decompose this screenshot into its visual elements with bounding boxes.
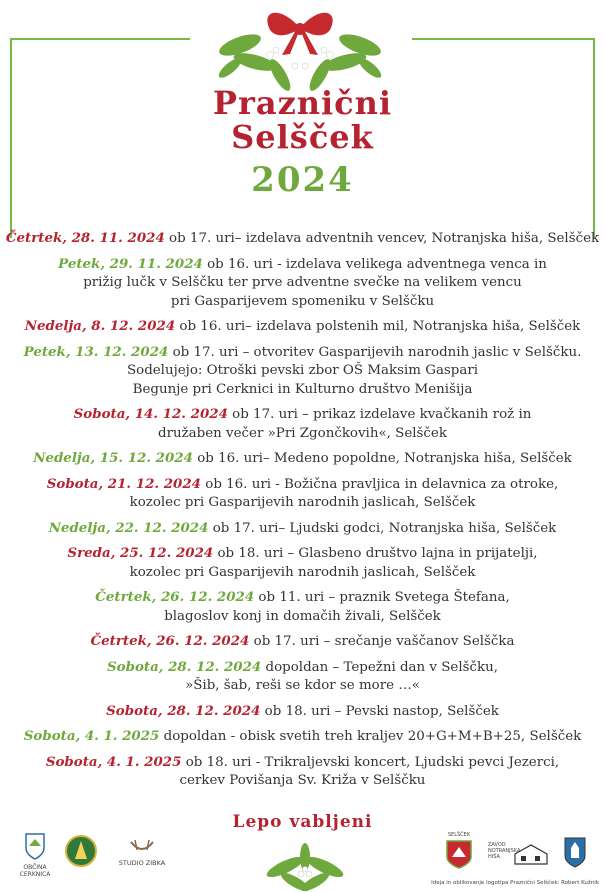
year-heading: 2024 <box>251 160 354 200</box>
zavod-notranjska-hisa-logo <box>488 842 554 870</box>
round-emblem-logo <box>64 835 98 871</box>
event-item <box>0 632 605 652</box>
event-date: Sobota, 28. 12. 2024 <box>106 702 261 719</box>
mistletoe-sprig-icon <box>255 842 355 893</box>
event-description: ob 18. uri – Pevski nastop, Selšček <box>260 703 499 719</box>
event-description: ob 17. uri – srečanje vaščanov Selščka <box>249 634 515 649</box>
event-line <box>0 475 605 495</box>
title-line1: Praznični <box>212 84 393 122</box>
event-date: Sreda, 25. 12. 2024 <box>67 545 214 561</box>
event-description: družaben večer »Pri Zgončkovih«, Selšček <box>158 425 447 441</box>
event-date: Četrtek, 26. 12. 2024 <box>95 589 255 605</box>
studio-caption: STUDIO ZIBKA <box>118 859 166 867</box>
event-line <box>0 362 605 381</box>
event-description: ob 18. uri – Glasbeno društvo lajna in prijatelji, <box>213 546 538 561</box>
event-description: pri Gasparijevem spomeniku v Selščku <box>170 293 435 309</box>
event-date: Sobota, 4. 1. 2025 <box>45 753 182 770</box>
title-line2: Selšček <box>231 118 374 156</box>
event-list <box>0 229 605 797</box>
event-item <box>0 475 605 513</box>
event-line <box>0 727 605 747</box>
event-date: Sobota, 21. 12. 2024 <box>46 475 201 492</box>
event-item <box>0 405 605 443</box>
event-description: ob 16. uri– Medeno popoldne, Notranjska hiša, Selšček <box>192 451 572 466</box>
event-item <box>0 229 605 249</box>
event-line <box>0 381 605 400</box>
event-item <box>0 449 605 469</box>
selscek-caption: SELŠČEK <box>447 832 471 838</box>
event-item <box>0 317 605 337</box>
event-description: ob 11. uri – praznik Svetega Štefana, <box>254 590 510 605</box>
event-date: Petek, 29. 11. 2024 <box>58 255 203 272</box>
event-line <box>0 494 605 513</box>
credit-line: Ideja in oblikovanje logotipa Praznični Selšček: Robert Kužnik <box>431 880 599 886</box>
event-line <box>0 564 605 583</box>
event-item <box>0 753 605 791</box>
frame-top-right <box>412 38 595 40</box>
event-description: ob 18. uri - Trikraljevski koncert, Ljudski pevci Jezerci, <box>181 754 560 770</box>
event-line <box>0 293 605 312</box>
event-description: Sodelujejo: Otroški pevski zbor OŠ Maksim Gaspari <box>126 363 479 378</box>
church-crest-icon <box>563 836 587 868</box>
event-line <box>0 677 605 696</box>
event-item <box>0 727 605 747</box>
event-date: Nedelja, 15. 12. 2024 <box>33 450 193 466</box>
event-item <box>0 588 605 626</box>
emblem-icon <box>65 835 97 867</box>
event-item <box>0 519 605 539</box>
event-description: ob 17. uri – prikaz izdelave kvačkanih rož in <box>227 407 532 422</box>
event-item <box>0 343 605 400</box>
event-line <box>0 425 605 444</box>
frame-top-left <box>10 38 190 40</box>
event-description: ob 16. uri - Božična pravljica in delavnica za otroke, <box>201 476 559 492</box>
event-line <box>0 658 605 678</box>
event-description: ob 17. uri– izdelava adventnih vencev, Notranjska hiša, Selšček <box>164 231 600 246</box>
event-description: cerkev Povišanja Sv. Križa v Selščku <box>179 773 426 788</box>
event-description: blagoslov konj in domačih živali, Selšček <box>164 608 441 624</box>
event-description: dopoldan - obisk svetih treh kraljev 20+G+M+B+25, Selšček <box>159 729 582 744</box>
event-item <box>0 255 605 312</box>
event-item <box>0 702 605 722</box>
event-line <box>0 608 605 627</box>
event-line <box>0 544 605 564</box>
event-date: Četrtek, 28. 11. 2024 <box>5 230 165 246</box>
event-description: »Šib, šab, reši se kdor se more …« <box>185 678 420 693</box>
studio-zibka-logo <box>114 836 170 867</box>
event-date: Petek, 13. 12. 2024 <box>23 343 169 360</box>
event-line <box>0 255 605 275</box>
community-crest-logo <box>562 836 588 872</box>
event-item <box>0 544 605 582</box>
event-line <box>0 405 605 425</box>
event-line <box>0 702 605 722</box>
selscek-crest-icon <box>445 839 473 869</box>
event-description: kozolec pri Gasparijevih narodnih jaslicah, Selšček <box>129 495 476 510</box>
event-description: prižig lučk v Selščku ter prve adventne svečke na velikem vencu <box>83 275 522 290</box>
obcina-cerknica-logo <box>18 832 52 878</box>
event-description: Begunje pri Cerknici in Kulturno društvo Menišija <box>132 381 473 397</box>
event-description: ob 17. uri – otvoritev Gasparijevih narodnih jaslic v Selščku. <box>168 344 582 360</box>
closing-text: Lepo vabljeni <box>232 812 373 832</box>
event-line <box>0 229 605 249</box>
event-line <box>0 449 605 469</box>
event-line <box>0 519 605 539</box>
obcina-crest-icon <box>24 832 46 860</box>
cradle-icon <box>127 836 157 856</box>
event-date: Nedelja, 8. 12. 2024 <box>24 318 176 334</box>
event-date: Četrtek, 26. 12. 2024 <box>90 633 250 649</box>
obcina-caption: OBČINA CERKNICA <box>19 864 51 878</box>
event-date: Nedelja, 22. 12. 2024 <box>48 519 209 536</box>
event-date: Sobota, 4. 1. 2025 <box>23 728 160 744</box>
selscek-logo <box>442 832 476 873</box>
event-description: ob 17. uri– Ljudski godci, Notranjska hiša, Selšček <box>208 520 557 536</box>
event-line <box>0 317 605 337</box>
event-description: dopoldan – Tepežni dan v Selščku, <box>261 659 498 675</box>
event-line <box>0 753 605 773</box>
event-line <box>0 632 605 652</box>
event-description: ob 16. uri - izdelava velikega adventnega venca in <box>202 256 547 272</box>
event-line <box>0 588 605 608</box>
event-line <box>0 343 605 363</box>
event-description: ob 16. uri– izdelava polstenih mil, Notranjska hiša, Selšček <box>175 319 581 334</box>
event-line <box>0 274 605 293</box>
event-item <box>0 658 605 696</box>
event-line <box>0 772 605 791</box>
zavod-caption: ZAVOD NOTRANJSKA HIŠA <box>488 842 521 860</box>
event-date: Sobota, 14. 12. 2024 <box>73 406 228 422</box>
event-description: kozolec pri Gasparijevih narodnih jaslicah, Selšček <box>129 564 476 580</box>
event-date: Sobota, 28. 12. 2024 <box>106 658 262 675</box>
